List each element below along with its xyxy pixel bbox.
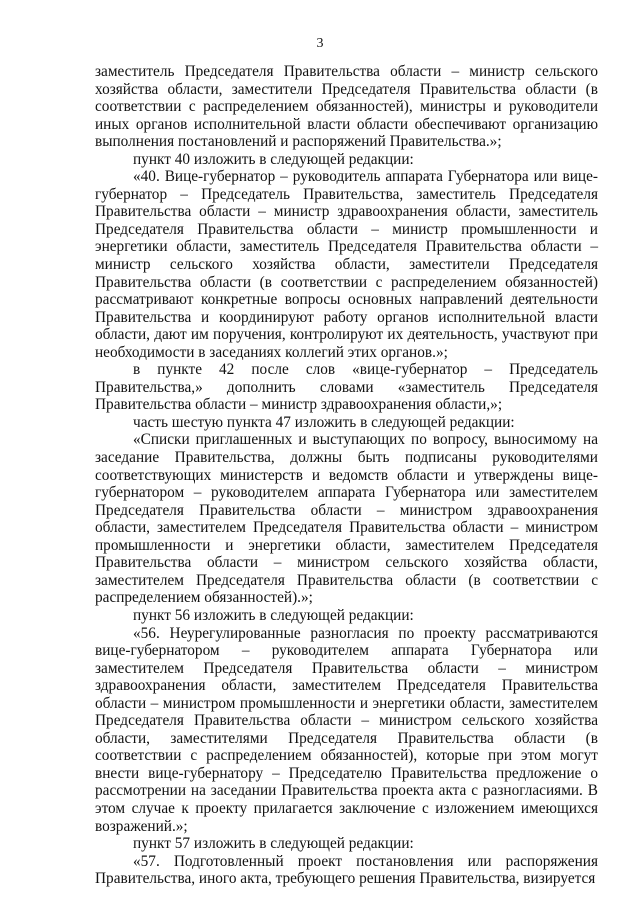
paragraph: «40. Вице-губернатор – руководитель аппарата Губернатора или вице-губернатор – Председатель Правительства, заместитель Председателя Правительства области – министр здравоохранения области, заместитель Председателя Правительства области – министр промышленности и энергетики области, заместитель Председателя Правительства области – министр сельского хозяйства области, заместители Председателя Правительства области (в соответствии с распределением обязанностей) рассматривают конкретные вопросы основных направлений деятельности Правительства и координируют работу органов исполнительной власти области, дают им поручения, контролируют их деятельность, участвуют при необходимости в заседаниях коллегий этих органов.»; xyxy=(95,168,598,361)
paragraph: заместитель Председателя Правительства области – министр сельского хозяйства области, заместители Председателя Правительства области (в соответствии с распределением обязанностей), министры и руководители иных органов исполнительной власти области обеспечивают организацию выполнения постановлений и распоряжений Правительства.»; xyxy=(95,63,598,151)
paragraph: «56. Неурегулированные разногласия по проекту рассматриваются вице-губернатором – руководителем аппарата Губернатора или заместителем Председателя Правительства области – министром здравоохранения области, заместителем Председателя Правительства области – министром промышленности и энергетики области, заместителем Председателя Правительства области – министром сельского хозяйства области, заместителями Председателя Правительства области (в соответствии с распределением обязанностей), которые при этом могут внести вице-губернатору – Председателю Правительства предложение о рассмотрении на заседании Правительства проекта акта с разногласиями. В этом случае к проекту прилагается заключение с изложением имеющихся возражений.»; xyxy=(95,624,598,835)
page-number: 3 xyxy=(316,36,324,51)
paragraph: пункт 40 изложить в следующей редакции: xyxy=(133,150,414,168)
paragraph: «57. Подготовленный проект постановления или распоряжения Правительства, иного акта, требующего решения Правительства, визируется xyxy=(95,852,598,888)
paragraph: в пункте 42 после слов «вице-губернатор – Председатель Правительства,» дополнить словами «заместитель Председателя Правительства области – министр здравоохранения области,»; xyxy=(95,361,598,414)
paragraph: пункт 56 изложить в следующей редакции: xyxy=(133,606,414,624)
document-body xyxy=(95,63,598,888)
paragraph: пункт 57 изложить в следующей редакции: xyxy=(133,835,414,853)
paragraph: «Списки приглашенных и выступающих по вопросу, выносимому на заседание Правительства, должны быть подписаны руководителями соответствующих министерств и ведомств области и утверждены вице-губернатором – руководителем аппарата Губернатора или заместителем Председателя Правительства области – министром здравоохранения области, заместителем Председателя Правительства области – министром промышленности и энергетики области, заместителем Председателя Правительства области – министром сельского хозяйства области, заместителем Председателя Правительства области (в соответствии с распределением обязанностей).»; xyxy=(95,431,598,607)
paragraph: часть шестую пункта 47 изложить в следующей редакции: xyxy=(133,413,515,431)
